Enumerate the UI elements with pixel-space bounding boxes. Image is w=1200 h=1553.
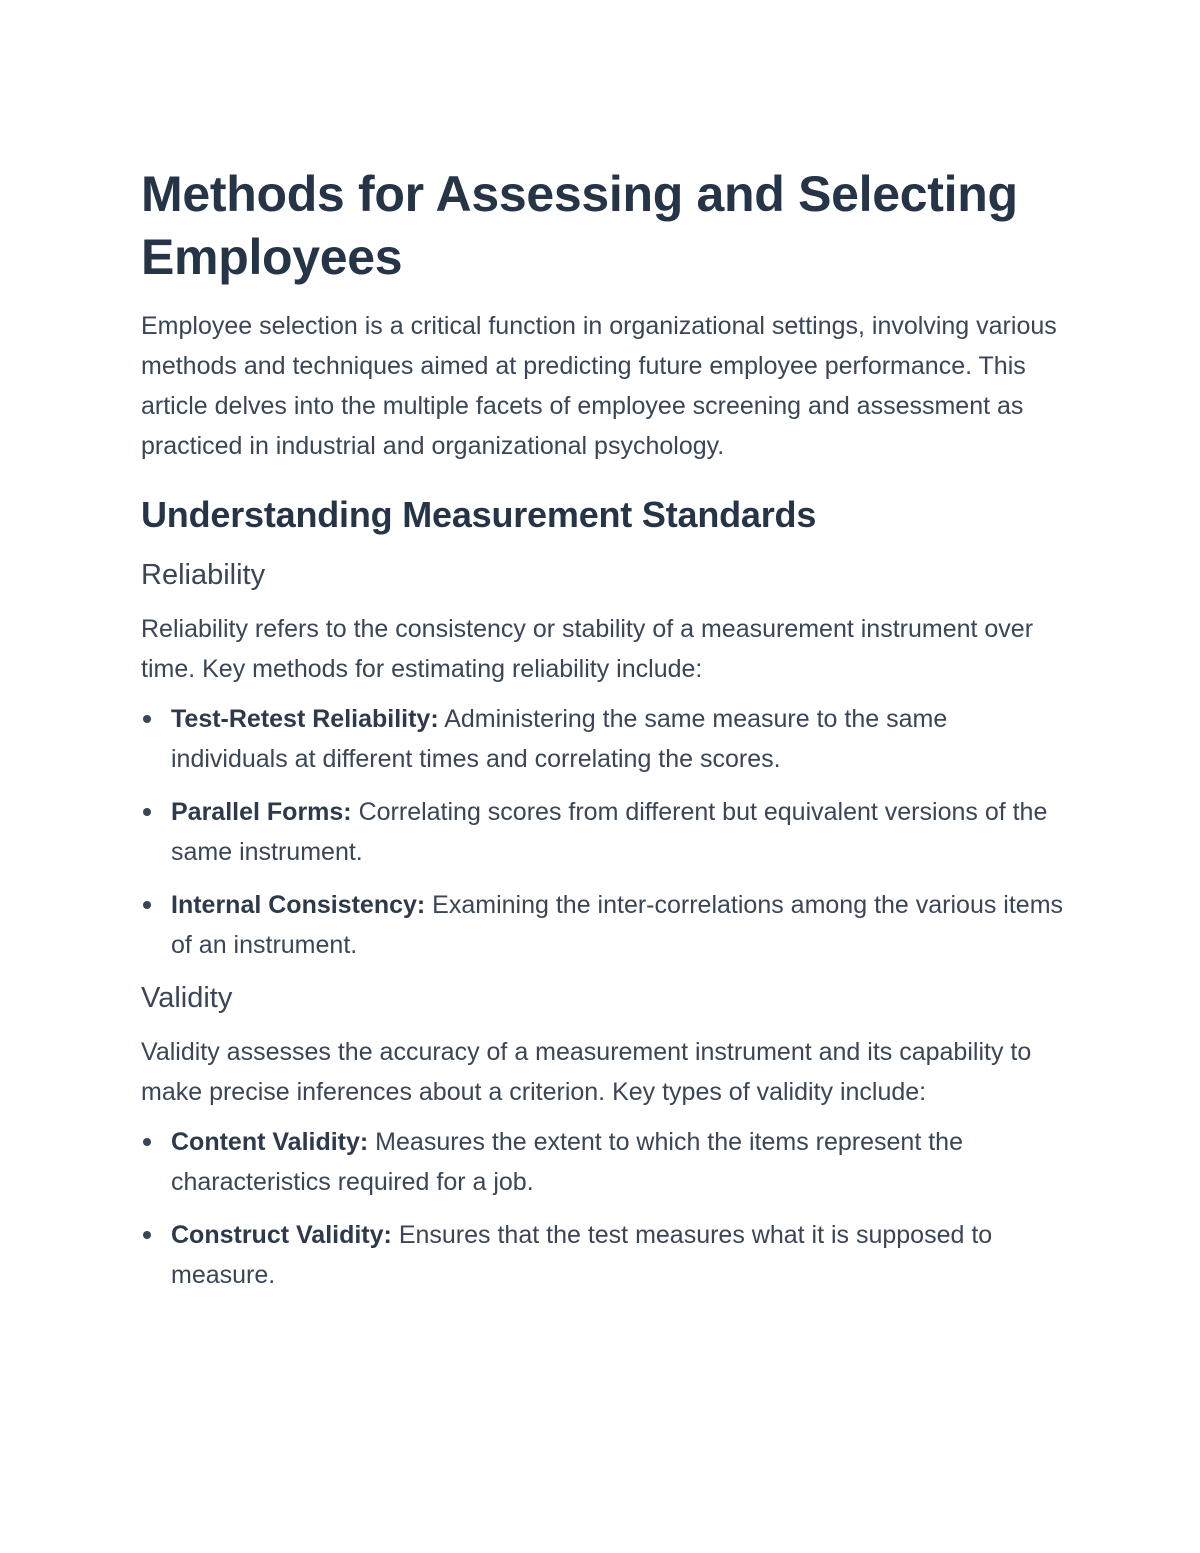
list-item bbox=[141, 699, 1066, 779]
list-item bbox=[141, 885, 1066, 965]
list-item-text: Correlating scores from different but equivalent versions of the same instrument. bbox=[171, 798, 1048, 866]
bullet-icon bbox=[143, 715, 151, 723]
list-item-text: Administering the same measure to the same individuals at different times and correlating the scores. bbox=[171, 705, 948, 773]
list-item-text: Measures the extent to which the items represent the characteristics required for a job. bbox=[171, 1128, 963, 1196]
reliability-intro: Reliability refers to the consistency or stability of a measurement instrument over time. Key methods for estimating reliability include: bbox=[141, 615, 1034, 683]
list-item bbox=[141, 792, 1066, 872]
section-heading: Understanding Measurement Standards bbox=[141, 494, 817, 535]
list-item-term: Test-Retest Reliability: bbox=[171, 705, 439, 733]
list-item-term: Parallel Forms: bbox=[171, 798, 352, 826]
list-item-term: Construct Validity: bbox=[171, 1221, 392, 1249]
page-title: Methods for Assessing and Selecting Employees bbox=[141, 166, 1018, 285]
bullet-icon bbox=[143, 901, 151, 909]
document-page bbox=[141, 163, 1066, 1308]
bullet-icon bbox=[143, 1138, 151, 1146]
list-item-term: Internal Consistency: bbox=[171, 891, 426, 919]
intro-paragraph: Employee selection is a critical function in organizational settings, involving various methods and techniques aimed at predicting future employee performance. This article delves into the multiple facets of employee screening and assessment as practiced in industrial and organizational psychology. bbox=[141, 312, 1057, 460]
list-item bbox=[141, 1122, 1066, 1202]
reliability-list bbox=[141, 699, 1066, 965]
bullet-icon bbox=[143, 1231, 151, 1239]
list-item-text: Ensures that the test measures what it is supposed to measure. bbox=[171, 1221, 993, 1289]
list-item-term: Content Validity: bbox=[171, 1128, 369, 1156]
list-item bbox=[141, 1215, 1066, 1295]
validity-list bbox=[141, 1122, 1066, 1295]
validity-intro: Validity assesses the accuracy of a measurement instrument and its capability to make precise inferences about a criterion. Key types of validity include: bbox=[141, 1038, 1032, 1106]
bullet-icon bbox=[143, 808, 151, 816]
reliability-heading: Reliability bbox=[141, 559, 266, 591]
validity-heading: Validity bbox=[141, 982, 233, 1014]
list-item-text: Examining the inter-correlations among the various items of an instrument. bbox=[171, 891, 1064, 959]
